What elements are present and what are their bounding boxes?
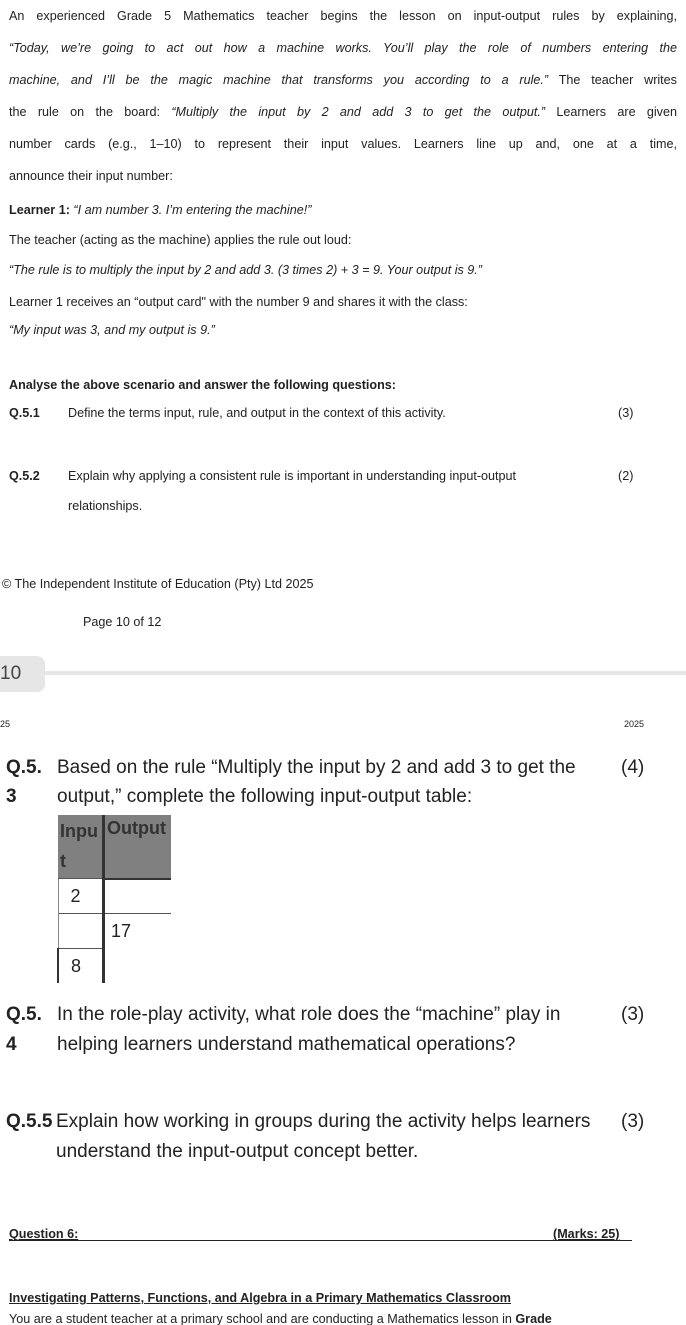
- q55-text: Explain how working in groups during the activity helps learners: [56, 1111, 591, 1132]
- q54-number: Q.5.: [6, 1004, 42, 1025]
- scenario-line: announce their input number:: [9, 169, 173, 183]
- input-output-table: [57, 815, 171, 983]
- header-output: Output: [104, 815, 172, 879]
- question6-underline: [9, 1240, 632, 1241]
- input-cell[interactable]: 2: [58, 879, 104, 914]
- q54-text: helping learners understand mathematical operations?: [57, 1034, 516, 1055]
- q53-number-cont: 3: [6, 786, 17, 807]
- q55-number: Q.5.5: [6, 1111, 53, 1132]
- text: The teacher writes: [548, 73, 677, 87]
- q52-text: Explain why applying a consistent rule is important in understanding input-output: [68, 469, 517, 483]
- copyright: © The Independent Institute of Education (Pty) Ltd 2025: [2, 577, 314, 591]
- scenario-line: An experienced Grade 5 Mathematics teacher begins the lesson on input-output rules by explaining,: [9, 9, 677, 23]
- text: Learners are given: [545, 105, 677, 119]
- analyse-instruction: Analyse the above scenario and answer the following questions:: [9, 378, 396, 392]
- q52-number: Q.5.2: [9, 469, 40, 483]
- header-left: 25: [0, 719, 11, 729]
- q52-text: relationships.: [68, 499, 143, 513]
- table-row: [58, 948, 171, 983]
- q51-text: Define the terms input, rule, and output in the context of this activity.: [68, 406, 446, 420]
- q53-marks: (4): [621, 757, 645, 778]
- scenario-line: [9, 40, 677, 56]
- header-right: 2025: [624, 719, 645, 729]
- table-row: [58, 914, 171, 949]
- quote: “My input was 3, and my output is 9.”: [9, 323, 215, 337]
- q54-text: In the role-play activity, what role does the “machine” play in: [57, 1004, 561, 1025]
- q54-number-cont: 4: [6, 1034, 17, 1055]
- learner1-line: [9, 202, 311, 218]
- header-input: Inpu t: [58, 815, 104, 879]
- quote: “Today, we’re going to act out how a machine works. You’ll play the role of numbers entering the: [9, 41, 677, 55]
- question6-intro: [9, 1311, 552, 1325]
- q53-number: Q.5.: [6, 757, 42, 778]
- q54-marks: (3): [621, 1004, 645, 1025]
- rule-quote: “Multiply the input by 2 and add 3 to get the output.”: [171, 105, 546, 119]
- q53-text: Based on the rule “Multiply the input by 2 and add 3 to get the: [57, 757, 576, 778]
- quote: “The rule is to multiply the input by 2 and add 3. (3 times 2) + 3 = 9. Your output is 9.”: [9, 263, 482, 277]
- learner-quote: [9, 322, 215, 338]
- q53-text: output,” complete the following input-output table:: [57, 786, 473, 807]
- q52-marks: (2): [618, 469, 634, 483]
- teacher-quote: [9, 262, 482, 278]
- question6-heading: Investigating Patterns, Functions, and Algebra in a Primary Mathematics Classroom: [9, 1291, 512, 1305]
- question6-title: Question 6:: [9, 1227, 79, 1241]
- page-divider: [45, 671, 686, 675]
- output-cell[interactable]: [104, 879, 172, 914]
- scenario-line: number cards (e.g., 1–10) to represent their input values. Learners line up and, one at a time,: [9, 137, 677, 151]
- quote: machine, and I’ll be the magic machine that transforms you according to a rule.”: [9, 73, 549, 87]
- input-cell[interactable]: 8: [58, 948, 104, 983]
- question6-marks: (Marks: 25): [553, 1227, 620, 1241]
- output-cell[interactable]: [104, 948, 172, 983]
- q51-marks: (3): [618, 406, 634, 420]
- teacher-line: The teacher (acting as the machine) applies the rule out loud:: [9, 233, 352, 247]
- table-header-row: [58, 815, 171, 879]
- q51-number: Q.5.1: [9, 406, 40, 420]
- scenario-line: [9, 104, 677, 120]
- input-cell[interactable]: [58, 914, 104, 949]
- q55-marks: (3): [621, 1111, 645, 1132]
- receives-line: Learner 1 receives an “output card" with the number 9 and shares it with the class:: [9, 295, 468, 309]
- quote: “I am number 3. I’m entering the machine!”: [69, 203, 312, 217]
- text: You are a student teacher at a primary school and are conducting a Mathematics lesson in: [9, 1312, 516, 1325]
- scenario-line: [9, 72, 677, 88]
- output-cell[interactable]: 17: [104, 914, 172, 949]
- table-row: [58, 879, 171, 914]
- learner-label: Learner 1:: [9, 203, 70, 217]
- bold-text: Grade: [515, 1312, 552, 1325]
- page-badge: 10: [0, 656, 45, 692]
- q55-text: understand the input-output concept better.: [56, 1141, 419, 1162]
- text: the rule on the board:: [9, 105, 172, 119]
- page-number: Page 10 of 12: [83, 615, 162, 629]
